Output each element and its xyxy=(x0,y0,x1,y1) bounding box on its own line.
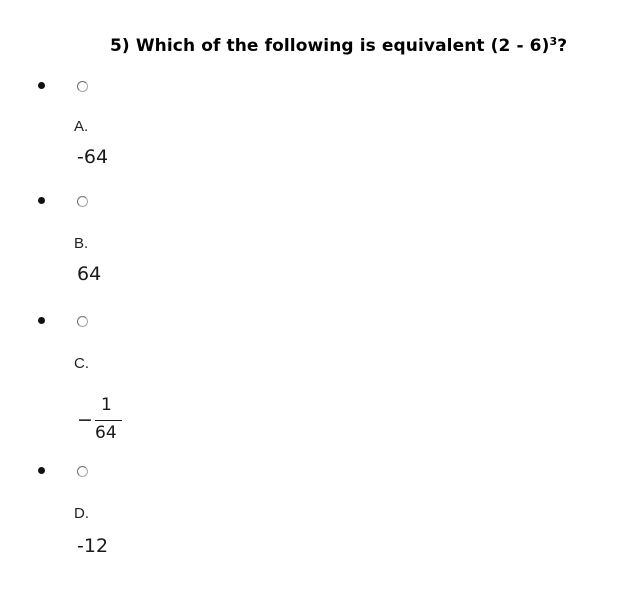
option-b-value: 64 xyxy=(77,263,102,285)
option-a-value: -64 xyxy=(77,146,109,168)
bullet-dot-icon xyxy=(38,82,45,89)
question-prompt: 5) Which of the following is equivalent (2 - 6) xyxy=(110,36,550,56)
option-a-letter: A. xyxy=(74,118,89,135)
option-d-value: -12 xyxy=(77,535,109,557)
option-c-fraction xyxy=(77,395,127,443)
bullet-dot-icon xyxy=(38,317,45,324)
radio-button-option-c[interactable] xyxy=(77,316,88,327)
fraction-bar xyxy=(95,420,122,421)
question-end: ? xyxy=(557,36,568,56)
bullet-dot-icon xyxy=(38,197,45,204)
fraction-minus-sign: − xyxy=(77,409,93,431)
radio-button-option-a[interactable] xyxy=(77,81,88,92)
fraction-numerator: 1 xyxy=(101,395,112,415)
option-c-letter: C. xyxy=(74,355,89,372)
radio-button-option-b[interactable] xyxy=(77,196,88,207)
question-text xyxy=(110,35,567,56)
fraction-denominator: 64 xyxy=(95,423,117,443)
question-exponent: 3 xyxy=(549,35,558,48)
bullet-dot-icon xyxy=(38,467,45,474)
option-b-letter: B. xyxy=(74,235,89,252)
option-d-letter: D. xyxy=(74,505,89,522)
radio-button-option-d[interactable] xyxy=(77,466,88,477)
